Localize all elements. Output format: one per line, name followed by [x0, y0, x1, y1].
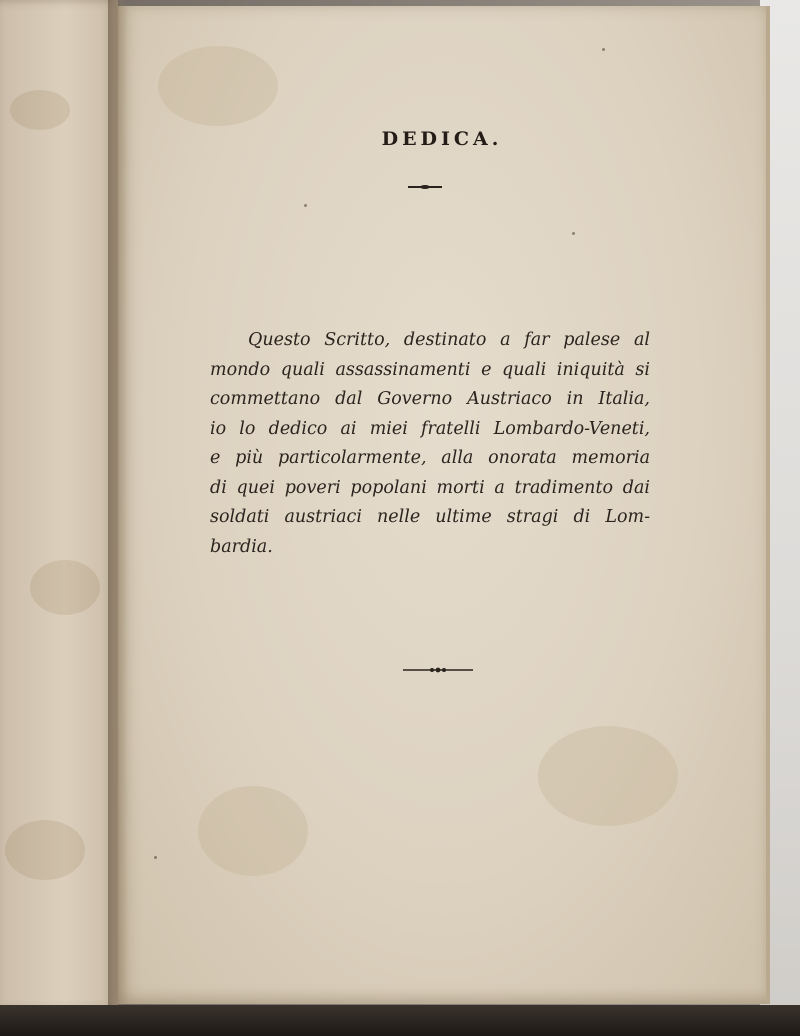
paper-stain — [158, 46, 278, 126]
dedication-line: e più particolarmente, alla onorata memoria — [210, 448, 650, 468]
dedication-line: io lo dedico ai miei fratelli Lombardo-Veneti, — [210, 418, 650, 439]
paper-stain — [198, 786, 308, 876]
dedication-line: bardia. — [210, 536, 273, 557]
dedication-line: commettano dal Governo Austriaco in Italia, — [210, 389, 650, 409]
paper-stain — [5, 820, 85, 880]
page-title: DEDICA. — [381, 128, 503, 150]
dedication-text — [210, 326, 650, 562]
paper-speck — [602, 48, 605, 51]
dedication-line: mondo quali assassinamenti e quali iniquità si — [210, 359, 650, 380]
paper-stain — [538, 726, 678, 826]
paper-speck — [154, 856, 157, 859]
dedication-line: di quei poveri popolani morti a tradimento dai — [210, 477, 650, 498]
short-rule-ornament-icon — [408, 186, 442, 188]
dedication-line: Questo Scritto, destinato a far palese al — [248, 330, 650, 350]
paper-stain — [10, 90, 70, 130]
right-page — [118, 6, 770, 1004]
paper-stain — [30, 560, 100, 615]
left-page — [0, 0, 118, 1010]
book-gutter — [108, 0, 128, 1010]
dedication-line: soldati austriaci nelle ultime stragi di Lom- — [210, 507, 650, 527]
bottom-shadow — [0, 1005, 800, 1036]
paper-speck — [304, 204, 307, 207]
tailpiece-rule-ornament-icon — [403, 664, 473, 676]
paper-speck — [572, 232, 575, 235]
